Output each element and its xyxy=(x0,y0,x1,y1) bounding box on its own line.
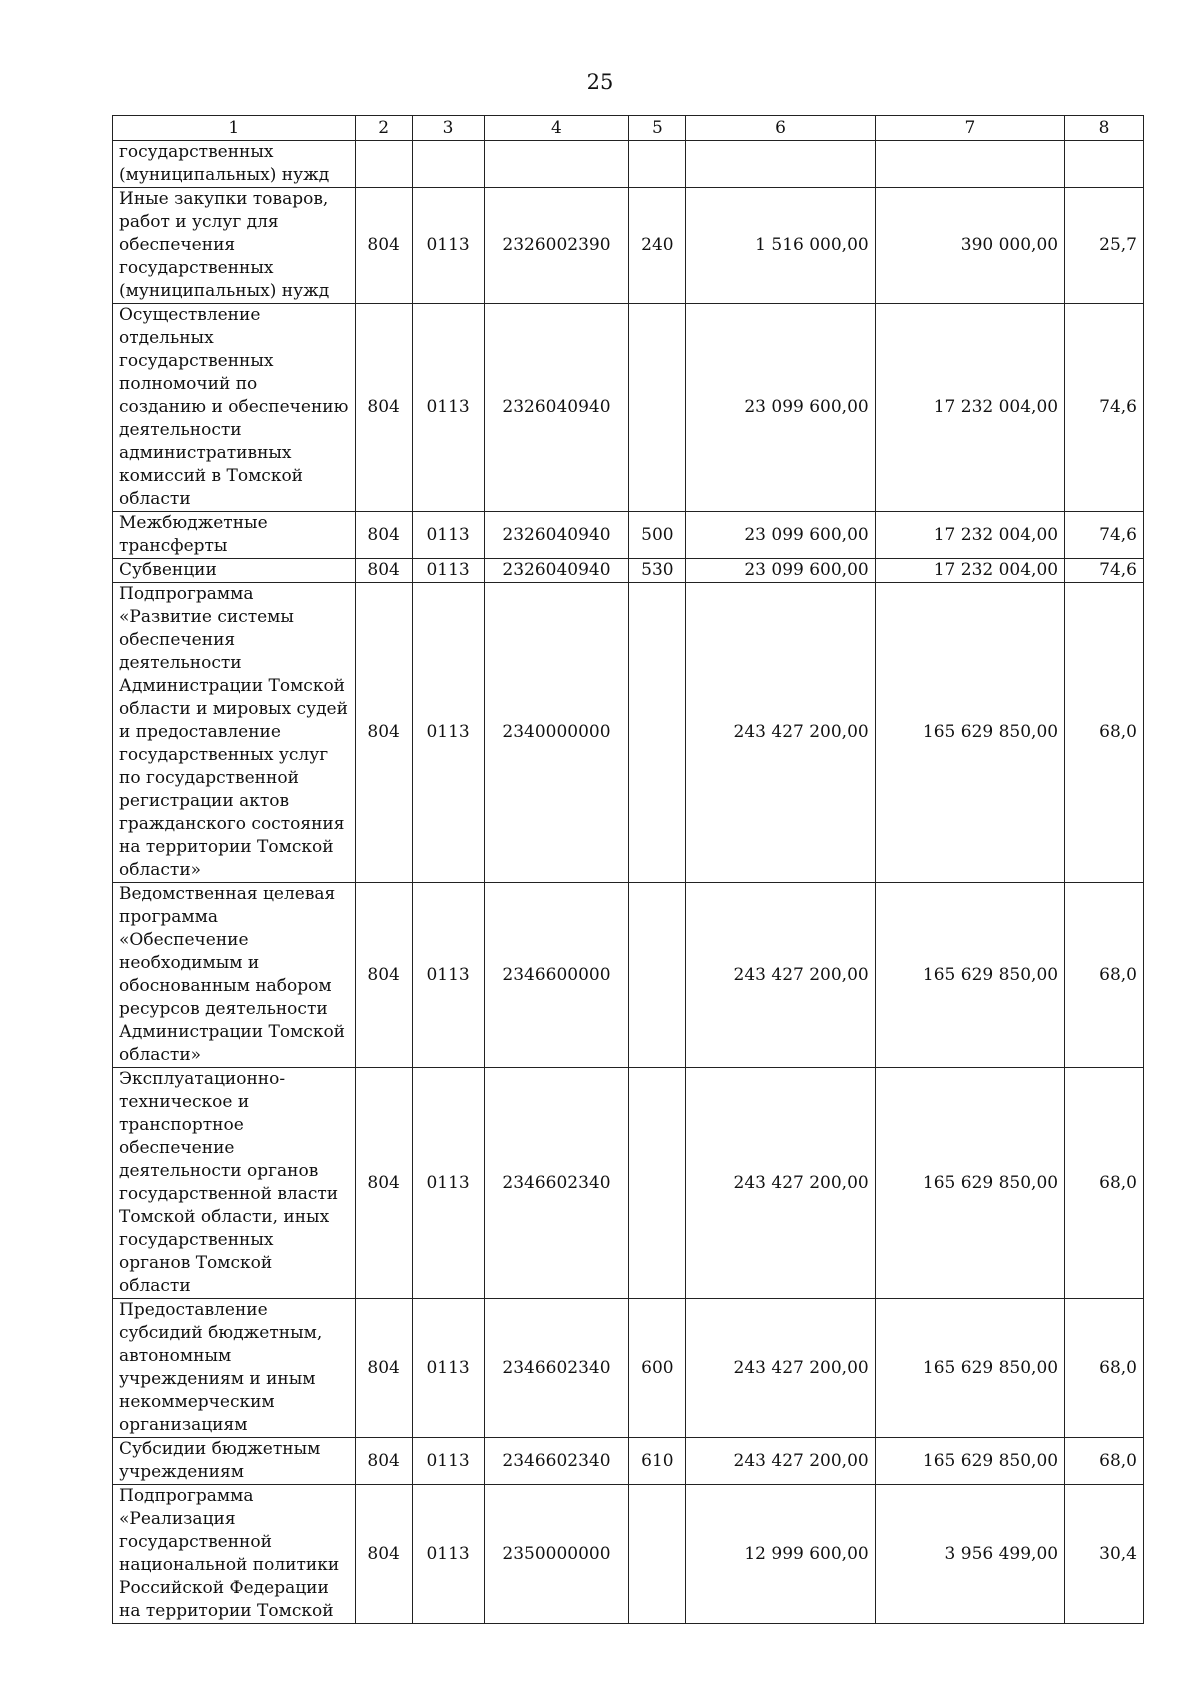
execution-percent-cell xyxy=(1065,141,1144,188)
executed-amount-cell: 3 956 499,00 xyxy=(875,1485,1064,1624)
planned-amount-cell: 12 999 600,00 xyxy=(686,1485,875,1624)
ministry-code-cell: 804 xyxy=(355,1299,412,1438)
planned-amount-cell: 23 099 600,00 xyxy=(686,304,875,512)
executed-amount-cell xyxy=(875,141,1064,188)
expense-type-cell: 530 xyxy=(629,559,686,583)
target-article-cell: 2346602340 xyxy=(484,1438,629,1485)
column-header: 8 xyxy=(1065,116,1144,141)
planned-amount-cell xyxy=(686,141,875,188)
column-header: 7 xyxy=(875,116,1064,141)
executed-amount-cell: 165 629 850,00 xyxy=(875,1068,1064,1299)
expense-type-cell: 500 xyxy=(629,512,686,559)
table-row xyxy=(113,304,1144,512)
section-code-cell: 0113 xyxy=(412,1485,484,1624)
expense-type-cell xyxy=(629,1485,686,1624)
table-row xyxy=(113,883,1144,1068)
column-header: 4 xyxy=(484,116,629,141)
planned-amount-cell: 243 427 200,00 xyxy=(686,883,875,1068)
execution-percent-cell: 68,0 xyxy=(1065,583,1144,883)
expense-type-cell: 240 xyxy=(629,188,686,304)
row-name-cell: Подпрограмма «Реализация государственной национальной политики Российской Федерации на территории Томской xyxy=(113,1485,356,1624)
table-row xyxy=(113,141,1144,188)
section-code-cell: 0113 xyxy=(412,1068,484,1299)
table-row xyxy=(113,559,1144,583)
section-code-cell: 0113 xyxy=(412,583,484,883)
executed-amount-cell: 165 629 850,00 xyxy=(875,883,1064,1068)
section-code-cell: 0113 xyxy=(412,1299,484,1438)
section-code-cell: 0113 xyxy=(412,188,484,304)
row-name-cell: Предоставление субсидий бюджетным, автономным учреждениям и иным некоммерческим организациям xyxy=(113,1299,356,1438)
executed-amount-cell: 165 629 850,00 xyxy=(875,583,1064,883)
execution-percent-cell: 68,0 xyxy=(1065,1299,1144,1438)
ministry-code-cell: 804 xyxy=(355,583,412,883)
table-row xyxy=(113,1438,1144,1485)
target-article-cell: 2326040940 xyxy=(484,559,629,583)
ministry-code-cell: 804 xyxy=(355,1438,412,1485)
section-code-cell: 0113 xyxy=(412,559,484,583)
row-name-cell: Ведомственная целевая программа «Обеспечение необходимым и обоснованным набором ресурсов деятельности Администрации Томской области» xyxy=(113,883,356,1068)
executed-amount-cell: 165 629 850,00 xyxy=(875,1299,1064,1438)
section-code-cell: 0113 xyxy=(412,512,484,559)
row-name-cell: Эксплуатационно-техническое и транспортное обеспечение деятельности органов государственной власти Томской области, иных государственных органов Томской области xyxy=(113,1068,356,1299)
row-name-cell: Подпрограмма «Развитие системы обеспечения деятельности Администрации Томской области и мировых судей и предоставление государственных услуг по государственной регистрации актов гражданского состояния на территории Томской области» xyxy=(113,583,356,883)
ministry-code-cell: 804 xyxy=(355,304,412,512)
row-name-cell: Межбюджетные трансферты xyxy=(113,512,356,559)
table-row xyxy=(113,1485,1144,1624)
ministry-code-cell xyxy=(355,141,412,188)
executed-amount-cell: 390 000,00 xyxy=(875,188,1064,304)
execution-percent-cell: 68,0 xyxy=(1065,883,1144,1068)
execution-percent-cell: 25,7 xyxy=(1065,188,1144,304)
execution-percent-cell: 68,0 xyxy=(1065,1438,1144,1485)
header-row xyxy=(113,116,1144,141)
row-name-cell: Субсидии бюджетным учреждениям xyxy=(113,1438,356,1485)
executed-amount-cell: 165 629 850,00 xyxy=(875,1438,1064,1485)
column-header: 6 xyxy=(686,116,875,141)
row-name-cell: Субвенции xyxy=(113,559,356,583)
target-article-cell: 2326040940 xyxy=(484,512,629,559)
execution-percent-cell: 68,0 xyxy=(1065,1068,1144,1299)
ministry-code-cell: 804 xyxy=(355,1068,412,1299)
expense-type-cell xyxy=(629,141,686,188)
expense-type-cell: 600 xyxy=(629,1299,686,1438)
execution-percent-cell: 74,6 xyxy=(1065,304,1144,512)
budget-table xyxy=(112,115,1144,1624)
expense-type-cell xyxy=(629,304,686,512)
target-article-cell: 2346600000 xyxy=(484,883,629,1068)
target-article-cell: 2326002390 xyxy=(484,188,629,304)
planned-amount-cell: 23 099 600,00 xyxy=(686,512,875,559)
planned-amount-cell: 243 427 200,00 xyxy=(686,1068,875,1299)
target-article-cell: 2326040940 xyxy=(484,304,629,512)
section-code-cell: 0113 xyxy=(412,304,484,512)
page-number: 25 xyxy=(586,70,614,94)
column-header: 5 xyxy=(629,116,686,141)
table-row xyxy=(113,188,1144,304)
table-row xyxy=(113,1299,1144,1438)
planned-amount-cell: 1 516 000,00 xyxy=(686,188,875,304)
column-header: 1 xyxy=(113,116,356,141)
column-header: 3 xyxy=(412,116,484,141)
expense-type-cell xyxy=(629,1068,686,1299)
planned-amount-cell: 243 427 200,00 xyxy=(686,583,875,883)
expense-type-cell: 610 xyxy=(629,1438,686,1485)
table-row xyxy=(113,512,1144,559)
ministry-code-cell: 804 xyxy=(355,559,412,583)
executed-amount-cell: 17 232 004,00 xyxy=(875,304,1064,512)
row-name-cell: государственных (муниципальных) нужд xyxy=(113,141,356,188)
target-article-cell: 2340000000 xyxy=(484,583,629,883)
ministry-code-cell: 804 xyxy=(355,1485,412,1624)
ministry-code-cell: 804 xyxy=(355,512,412,559)
executed-amount-cell: 17 232 004,00 xyxy=(875,512,1064,559)
ministry-code-cell: 804 xyxy=(355,883,412,1068)
target-article-cell: 2350000000 xyxy=(484,1485,629,1624)
table-row xyxy=(113,1068,1144,1299)
section-code-cell xyxy=(412,141,484,188)
execution-percent-cell: 74,6 xyxy=(1065,512,1144,559)
target-article-cell: 2346602340 xyxy=(484,1068,629,1299)
section-code-cell: 0113 xyxy=(412,1438,484,1485)
row-name-cell: Иные закупки товаров, работ и услуг для обеспечения государственных (муниципальных) нужд xyxy=(113,188,356,304)
table-row xyxy=(113,583,1144,883)
expense-type-cell xyxy=(629,883,686,1068)
column-header: 2 xyxy=(355,116,412,141)
planned-amount-cell: 23 099 600,00 xyxy=(686,559,875,583)
planned-amount-cell: 243 427 200,00 xyxy=(686,1438,875,1485)
target-article-cell xyxy=(484,141,629,188)
ministry-code-cell: 804 xyxy=(355,188,412,304)
expense-type-cell xyxy=(629,583,686,883)
execution-percent-cell: 30,4 xyxy=(1065,1485,1144,1624)
section-code-cell: 0113 xyxy=(412,883,484,1068)
execution-percent-cell: 74,6 xyxy=(1065,559,1144,583)
executed-amount-cell: 17 232 004,00 xyxy=(875,559,1064,583)
row-name-cell: Осуществление отдельных государственных полномочий по созданию и обеспечению деятельности административных комиссий в Томской области xyxy=(113,304,356,512)
planned-amount-cell: 243 427 200,00 xyxy=(686,1299,875,1438)
target-article-cell: 2346602340 xyxy=(484,1299,629,1438)
